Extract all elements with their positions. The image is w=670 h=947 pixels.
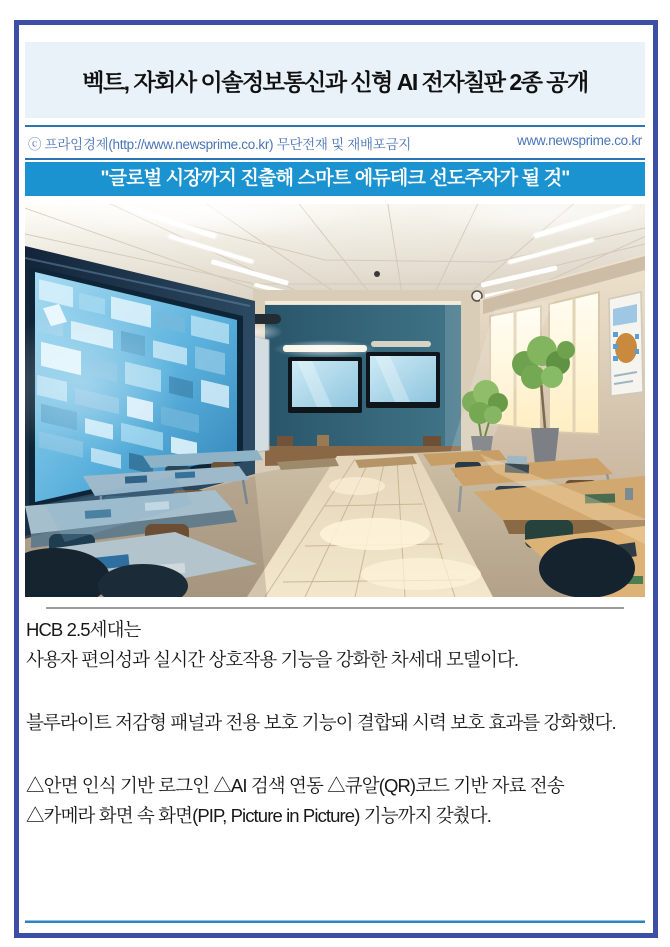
page-title: 벡트, 자회사 이솔정보통신과 신형 AI 전자칠판 2종 공개 (82, 68, 588, 95)
copyright-text: ⓒ 프라임경제(http://www.newsprime.co.kr) 무단전재 및 재배포금지 (28, 137, 412, 152)
section-divider (46, 607, 624, 609)
body-line: △안면 인식 기반 로그인 △AI 검색 연동 △큐알(QR)코드 기반 자료 전송 (26, 775, 564, 796)
body-line: 블루라이트 저감형 패널과 전용 보호 기능이 결합돼 시력 보호 효과를 강화했다. (26, 712, 616, 733)
article-body (26, 615, 646, 864)
body-paragraph (26, 615, 646, 675)
classroom-photo (25, 204, 645, 597)
body-line: HCB 2.5세대는 (26, 619, 141, 640)
title-banner (25, 42, 645, 118)
body-line: △카메라 화면 속 화면(PIP, Picture in Picture) 기능까지 갖췄다. (26, 805, 491, 826)
body-line: 사용자 편의성과 실시간 상호작용 기능을 강화한 차세대 모델이다. (26, 649, 519, 670)
article-card (14, 20, 658, 938)
body-paragraph (26, 708, 646, 738)
front-wall (227, 290, 485, 466)
article-photo (25, 204, 645, 597)
quote-banner (25, 162, 645, 196)
body-paragraph (26, 771, 646, 831)
wall-poster (609, 292, 643, 396)
source-url: www.newsprime.co.kr (517, 133, 642, 148)
copyright-bar (25, 125, 645, 160)
footer-line (25, 920, 645, 923)
quote-text: "글로벌 시장까지 진출해 스마트 에듀테크 선도주자가 될 것" (100, 168, 570, 189)
